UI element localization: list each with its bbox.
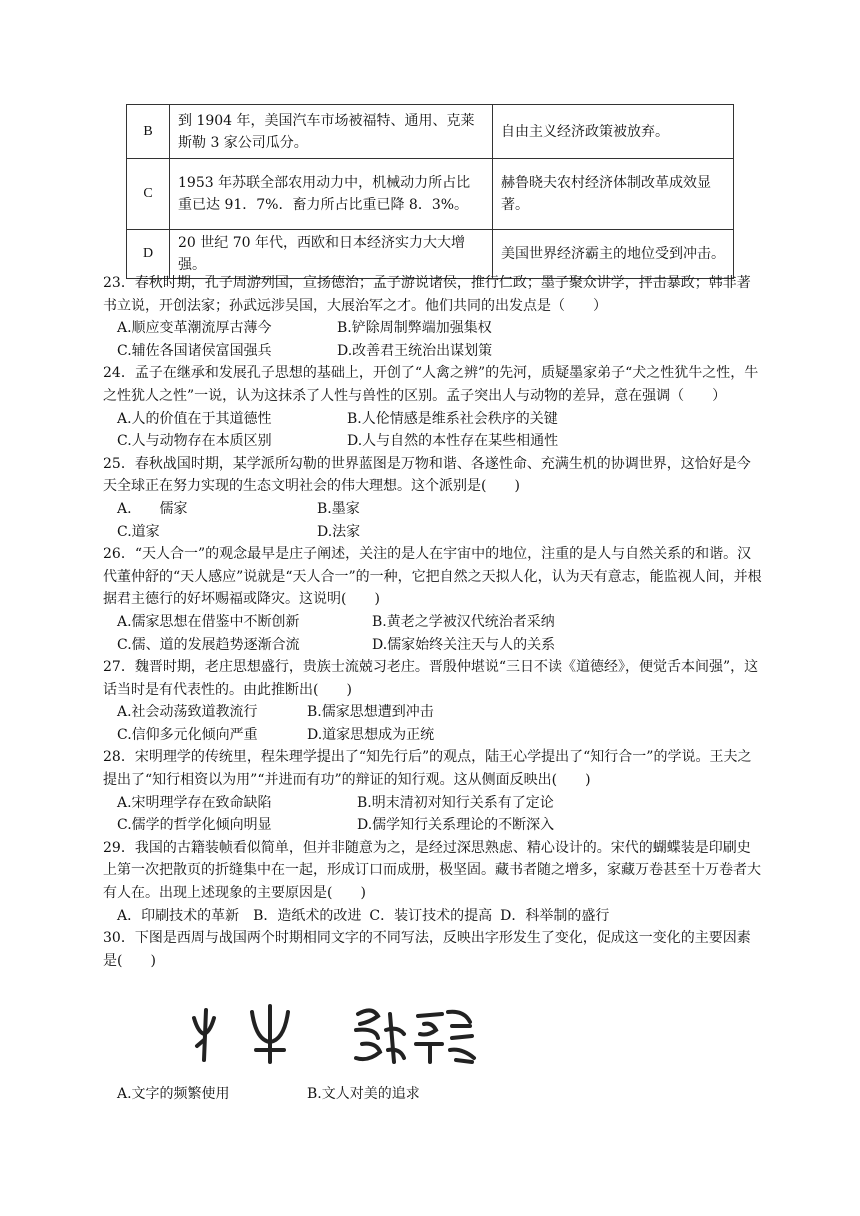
option-b[interactable]: B.儒家思想遭到冲击 (307, 704, 434, 721)
option-a[interactable]: A. 儒家 (117, 500, 188, 517)
option-c[interactable]: C.儒、道的发展趋势逐渐合流 (117, 636, 300, 653)
question-stem: 28．宋明理学的传统里，程朱理学提出了“知先行后”的观点，陆王心学提出了“知行合一”的学说。王夫之提出了“知行相资以为用”“并进而有功”的辩证的知行观。这从侧面反映出( ) (103, 749, 752, 789)
option-row (103, 521, 763, 544)
table-row (127, 105, 734, 159)
material-cell: 到 1904 年，美国汽车市场被福特、通用、克莱斯勒 3 家公司瓜分。 (170, 105, 493, 159)
option-b[interactable]: B.黄老之学被汉代统治者采纳 (372, 613, 555, 630)
option-a[interactable]: A.儒家思想在借鉴中不断创新 (117, 613, 300, 630)
option-a[interactable]: A.文字的频繁使用 (117, 1086, 230, 1102)
option-row (103, 724, 763, 747)
option-b[interactable]: B．造纸术的改进 (253, 907, 362, 924)
conclusion-cell: 赫鲁晓夫农村经济体制改革成效显著。 (493, 159, 734, 230)
question-25 (103, 453, 763, 543)
conclusion-cell: 美国世界经济霸主的地位受到冲击。 (493, 230, 734, 279)
option-row (103, 792, 763, 815)
option-d[interactable]: D.人与自然的本性存在某些相通性 (347, 433, 559, 450)
option-d[interactable]: D．科举制的盛行 (500, 907, 610, 924)
ancient-script-figure (180, 1000, 480, 1074)
option-a[interactable]: A.人的价值在于其道德性 (117, 410, 272, 427)
question-30 (103, 927, 763, 972)
row-letter: B (127, 105, 170, 159)
option-c[interactable]: C.人与动物存在本质区别 (117, 433, 272, 450)
material-cell: 20 世纪 70 年代，西欧和日本经济实力大大增强。 (170, 230, 493, 279)
option-b[interactable]: B.墨家 (317, 500, 360, 517)
question-stem: 27．魏晋时期，老庄思想盛行，贵族士流兢习老庄。晋殷仲堪说“三日不读《道德经》，便觉舌本间强”，这话当时是有代表性的。由此推断出( ) (103, 659, 759, 698)
option-c[interactable]: C.道家 (117, 523, 160, 540)
option-d[interactable]: D.道家思想成为正统 (307, 726, 435, 743)
option-row (103, 611, 763, 634)
ancient-script-image (180, 1000, 480, 1074)
option-row (103, 634, 763, 657)
question-28 (103, 746, 763, 836)
option-b[interactable]: B.明末清初对知行关系有了定论 (357, 794, 554, 811)
option-a[interactable]: A.宋明理学存在致命缺陷 (117, 794, 272, 811)
option-d[interactable]: D.儒学知行关系理论的不断深入 (357, 817, 555, 834)
option-row (103, 498, 763, 521)
option-row (103, 317, 763, 340)
option-row (103, 905, 763, 928)
option-b[interactable]: B.人伦情感是维系社会秩序的关键 (347, 410, 558, 427)
option-b[interactable]: B.铲除周制弊端加强集权 (337, 320, 492, 337)
option-row (103, 701, 763, 724)
material-cell: 1953 年苏联全部农用动力中，机械动力所占比重已达 91．7%．畜力所占比重已降 8．3%。 (170, 159, 493, 230)
question-29 (103, 837, 763, 927)
option-c[interactable]: C．装订技术的提高 (369, 907, 493, 924)
option-c[interactable]: C.辅佐各国诸侯富国强兵 (117, 342, 272, 359)
option-c[interactable]: C.信仰多元化倾向严重 (117, 726, 258, 743)
question-stem: 25．春秋战国时期，某学派所勾勒的世界蓝图是万物和谐、各遂性命、充满生机的协调世界，这恰好是今天全球正在努力实现的生态文明社会的伟大理想。这个派别是( ) (103, 455, 751, 495)
comparison-table (126, 104, 734, 279)
row-letter: C (127, 159, 170, 230)
option-a[interactable]: A.顺应变革潮流厚古薄今 (117, 320, 272, 337)
table-row (127, 159, 734, 230)
question-stem: 29．我国的古籍装帧看似简单，但并非随意为之，是经过深思熟虑、精心设计的。宋代的蝴蝶装是印刷史上第一次把散页的折缝集中在一起，形成订口而成册，极坚固。藏书者随之增多，家藏万卷甚至十万卷者大有人在。出现上述现象的主要原因是( ) (103, 839, 761, 902)
option-a[interactable]: A.社会动荡致道教流行 (117, 704, 258, 721)
question-24 (103, 362, 763, 452)
option-row (103, 430, 763, 453)
row-letter: D (127, 230, 170, 279)
question-23 (103, 272, 763, 362)
question-stem: 30．下图是西周与战国两个时期相同文字的不同写法，反映出字形发生了变化，促成这一变化的主要因素是( ) (103, 930, 751, 969)
option-row (117, 1083, 420, 1103)
option-c[interactable]: C.儒学的哲学化倾向明显 (117, 817, 272, 834)
question-26 (103, 543, 763, 656)
question-stem: 23．春秋时期，孔子周游列国，宣扬德治；孟子游说诸侯，推行仁政；墨子聚众讲学，抨击暴政；韩非著书立说，开创法家；孙武远涉吴国，大展治军之才。他们共同的出发点是（ ） (103, 275, 751, 314)
question-list (103, 272, 763, 972)
option-a[interactable]: A．印刷技术的革新 (117, 907, 240, 924)
option-d[interactable]: D.改善君王统治出谋划策 (337, 342, 493, 359)
question-27 (103, 656, 763, 746)
option-row (103, 340, 763, 363)
question-stem: 24．孟子在继承和发展孔子思想的基础上，开创了“人禽之辨”的先河，质疑墨家弟子“犬之性犹牛之性，牛之性犹人之性”一说，认为这抹杀了人性与兽性的区别。孟子突出人与动物的差异，意在强调（ ） (103, 365, 759, 404)
option-row (103, 408, 763, 431)
question-stem: 26．“天人合一”的观念最早是庄子阐述，关注的是人在宇宙中的地位，注重的是人与自然关系的和谐。汉代董仲舒的“天人感应”说就是“天人合一”的一种，它把自然之天拟人化，认为天有意志，能监视人间，并根据君主德行的好坏赐福或降灾。这说明( ) (103, 546, 762, 608)
option-b[interactable]: B.文人对美的追求 (307, 1086, 420, 1102)
option-row (103, 814, 763, 837)
option-d[interactable]: D.法家 (317, 523, 361, 540)
option-d[interactable]: D.儒家始终关注天与人的关系 (372, 636, 556, 653)
conclusion-cell: 自由主义经济政策被放弃。 (493, 105, 734, 159)
